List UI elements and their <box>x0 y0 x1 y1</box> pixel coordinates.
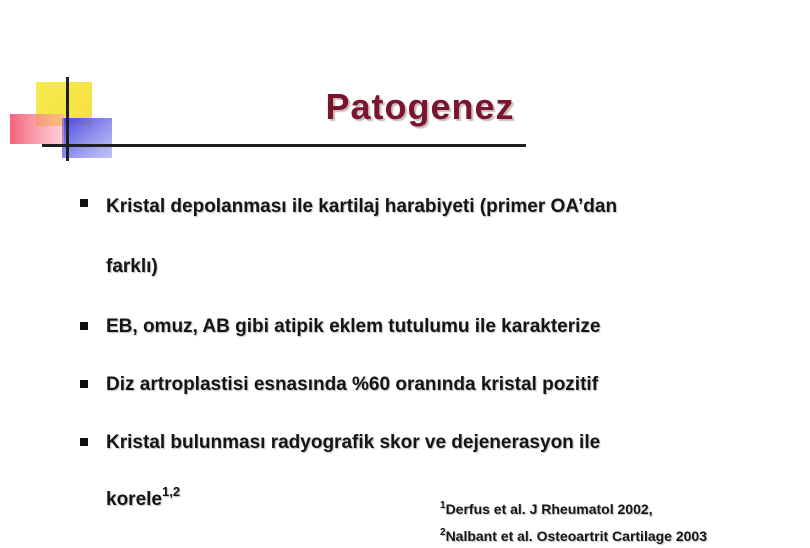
bullet-text: Diz artroplastisi esnasında %60 oranında kristal pozitif <box>106 374 599 395</box>
bullet-item <box>78 356 778 414</box>
reference-text: Nalbant et al. Osteoartrit Cartilage 2003 <box>445 528 707 544</box>
reference-item <box>440 521 707 548</box>
square-bullet-icon <box>80 199 88 207</box>
slide-title: Patogenez <box>325 86 515 127</box>
bullet-item <box>78 178 778 296</box>
bullet-text: EB, omuz, AB gibi atipik eklem tutulumu ile karakterize <box>106 316 601 337</box>
reference-item <box>440 494 707 521</box>
reference-text: Derfus et al. J Rheumatol 2002, <box>445 501 653 517</box>
square-bullet-icon <box>80 322 88 330</box>
bullet-list <box>78 178 778 520</box>
bullet-text-word: korele <box>106 489 162 510</box>
reference-number: 1 <box>440 500 446 511</box>
bullet-item <box>78 298 778 356</box>
citation-superscript: 1,2 <box>161 484 181 499</box>
title-underline <box>42 144 526 147</box>
reference-number: 2 <box>440 527 446 538</box>
bullet-text-continued: farklı) <box>106 256 158 277</box>
square-bullet-icon <box>80 380 88 388</box>
bullet-text: Kristal bulunması radyografik skor ve dejenerasyon ile <box>106 432 601 453</box>
bullet-text: Kristal depolanması ile kartilaj harabiyeti (primer OA’dan <box>106 196 618 217</box>
square-bullet-icon <box>80 438 88 446</box>
